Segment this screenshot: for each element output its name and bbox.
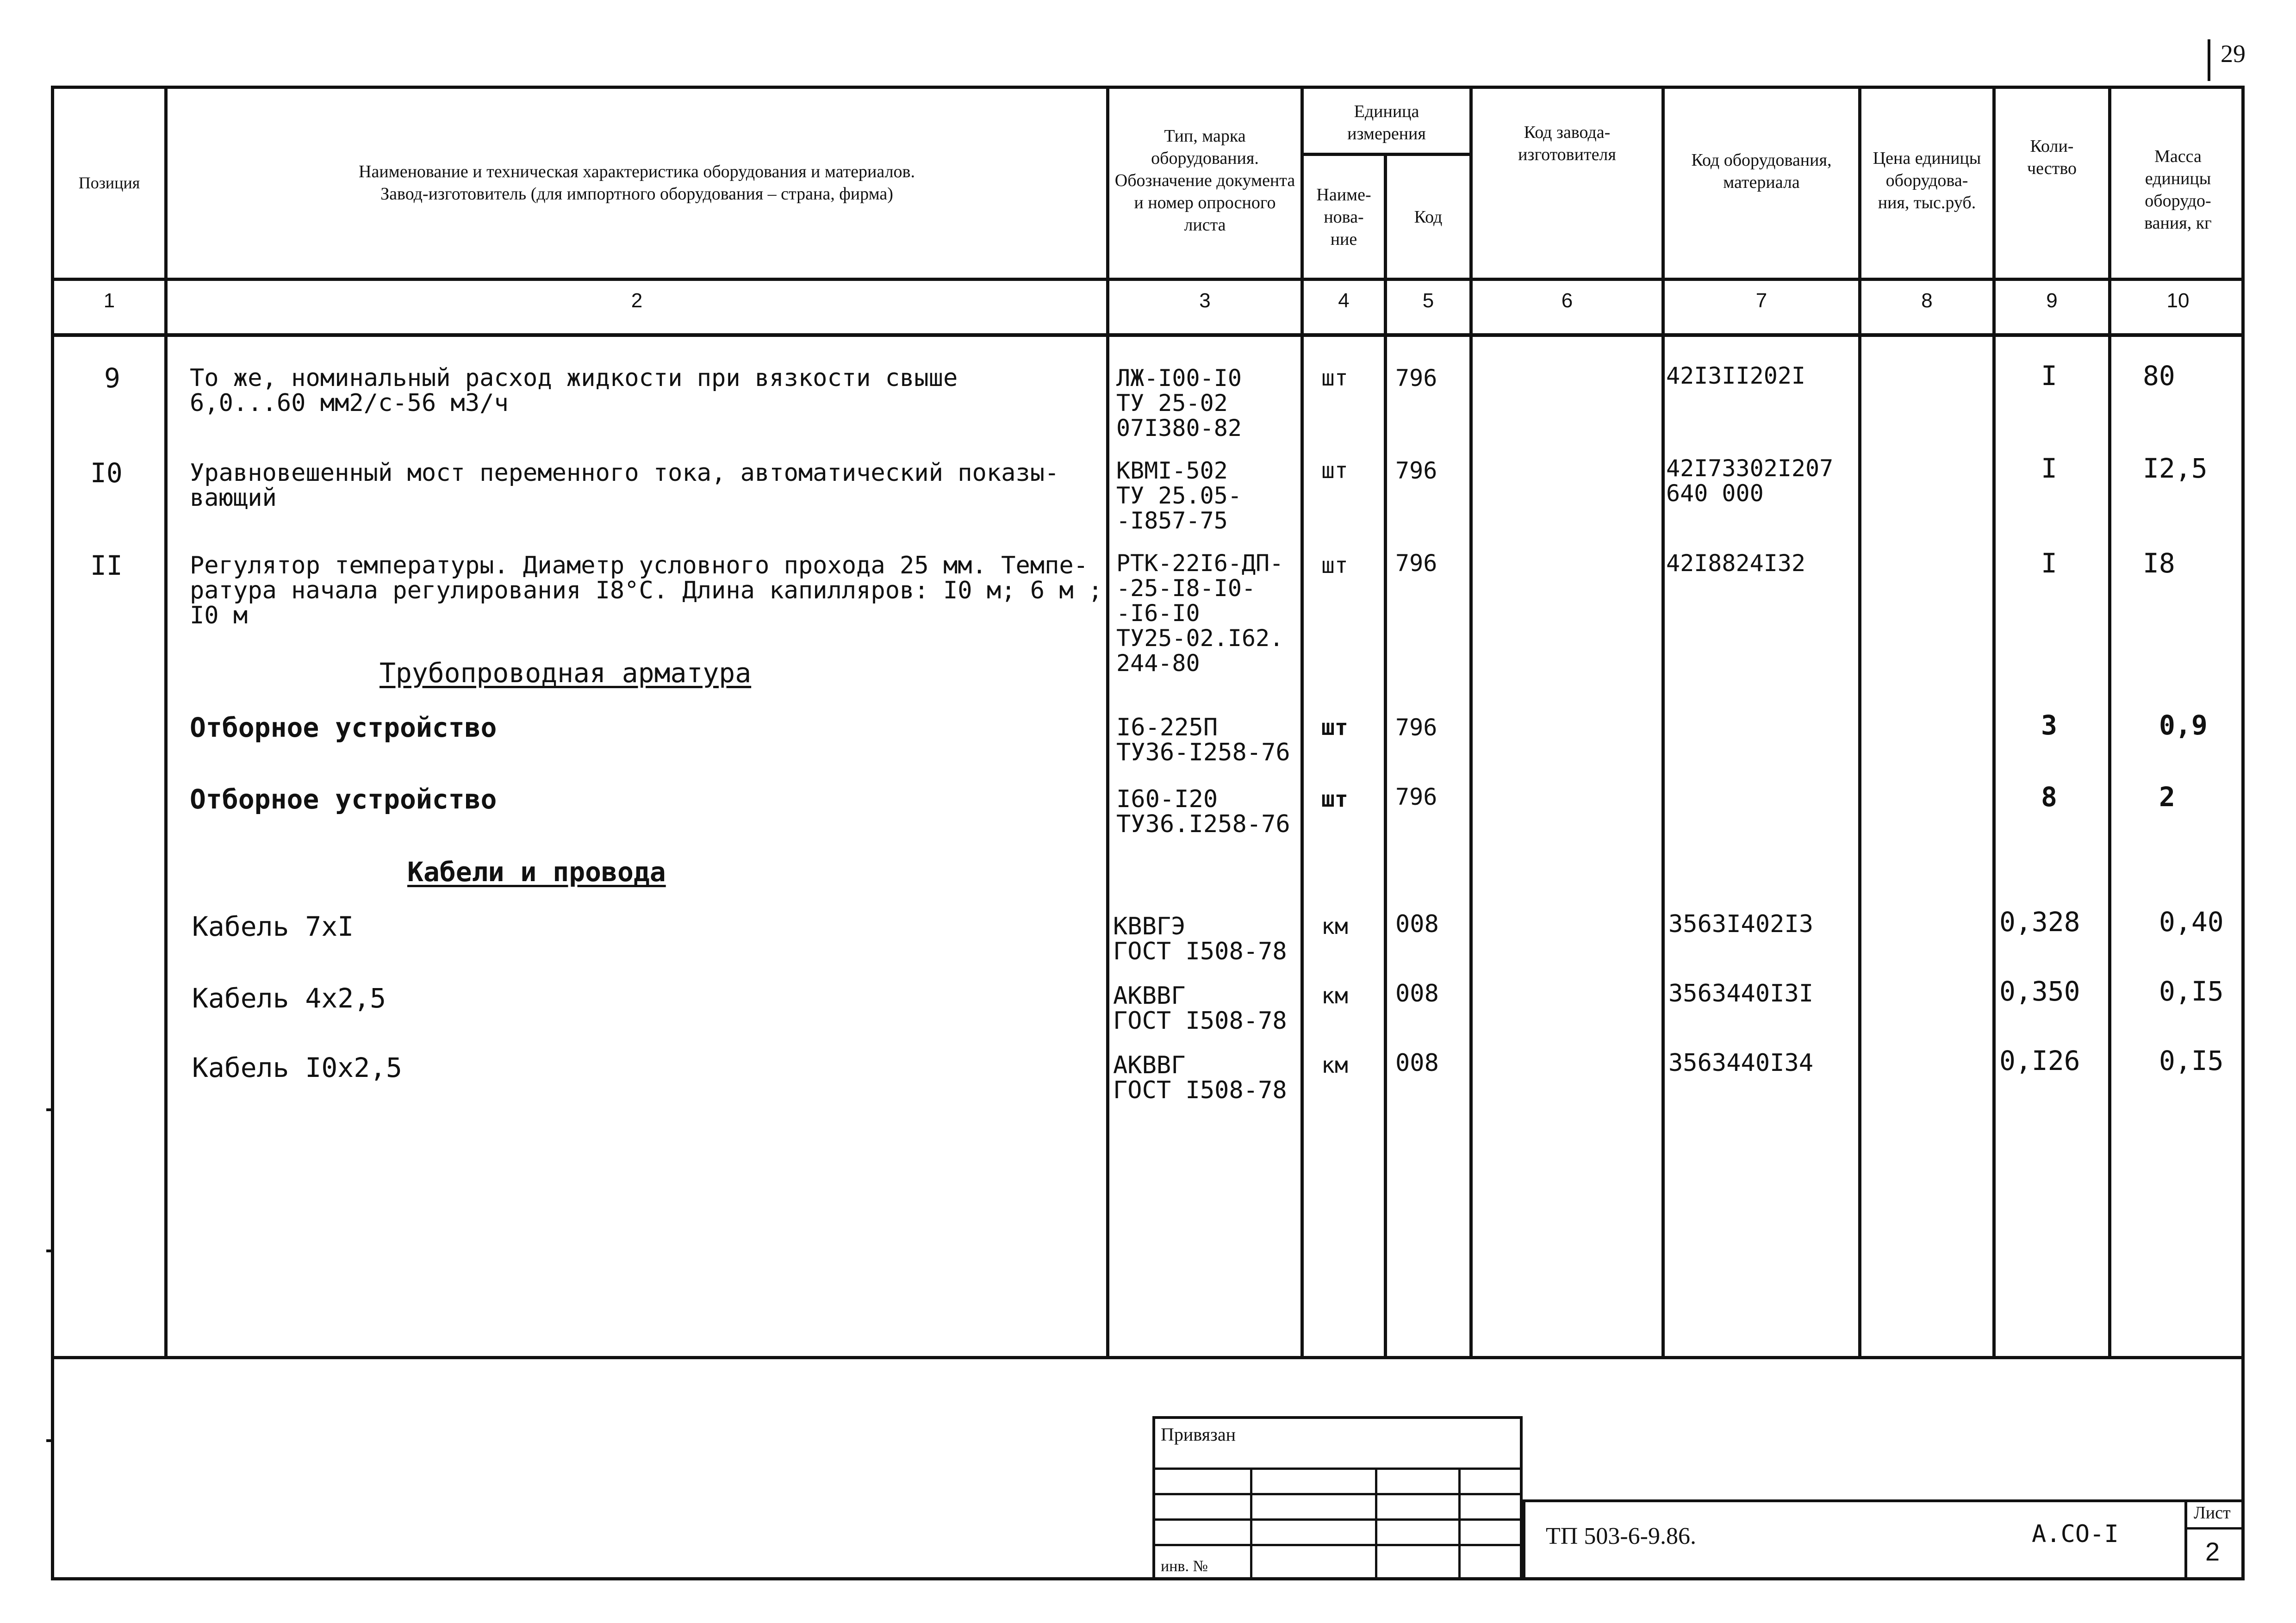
row-type: РТК-22I6-ДП- -25-I8-I0- -I6-I0 ТУ25-02.I62. 244-80 (1116, 550, 1284, 677)
row-unit-code: 796 (1395, 784, 1437, 810)
row-mass: 0,40 (2159, 906, 2224, 938)
row-position: I0 (90, 457, 123, 489)
column-number: 1 (103, 289, 115, 312)
row-name: Регулятор температуры. Диаметр условного прохода 25 мм. Темпе- ратура начала регулирования I8°С. Длина капилляров: I0 м; 6 м ; I0 м (190, 552, 1103, 629)
header-position: Позиция (78, 174, 140, 192)
header-plant-code: Код завода-изготовителя (1518, 123, 1616, 164)
section-heading-cables: Кабели и провода (407, 856, 666, 888)
row-type: I60-I20 ТУ36.I258-76 (1116, 785, 1290, 838)
col-divider (1858, 86, 1861, 1356)
row-name: То же, номинальный расход жидкости при вязкости свыше 6,0...60 мм2/с-56 м3/ч (190, 364, 958, 417)
row-unit-code: 796 (1395, 550, 1437, 577)
row-unit-code: 796 (1395, 714, 1437, 741)
header-unit-group: Единица измерения (1347, 102, 1426, 143)
row-mass: I8 (2143, 547, 2175, 579)
row-unit: км (1321, 914, 1348, 939)
header-mass: Масса единицы оборудо-вания, кг (2144, 147, 2212, 233)
header-type: Тип, марка оборудования. Обозначение документа и номер опросного листа (1114, 126, 1295, 235)
col-divider (2108, 86, 2111, 1356)
row-mass: 0,I5 (2159, 1045, 2224, 1076)
row-unit: км (1321, 983, 1348, 1009)
row-mass: 2 (2159, 781, 2175, 813)
row-position: 9 (104, 362, 120, 394)
row-equip-code: 3563I402I3 (1668, 910, 1814, 938)
page-number-box (2208, 39, 2263, 81)
header-name-line2: Завод-изготовитель (для импортного оборудования – страна, фирма) (380, 184, 893, 204)
stamp-divider (1250, 1468, 1252, 1579)
binding-stamp (1152, 1416, 1523, 1580)
stamp-divider (1375, 1468, 1377, 1579)
row-unit-code: 796 (1395, 457, 1437, 484)
row-type: КВМI-502 ТУ 25.05- -I857-75 (1116, 457, 1242, 534)
inventory-number-label: инв. № (1161, 1558, 1208, 1575)
row-position: II (90, 550, 123, 581)
column-number: 9 (2046, 289, 2058, 312)
margin-tick (46, 1250, 53, 1252)
unit-group-divider (1300, 153, 1473, 156)
margin-tick (46, 1108, 53, 1111)
row-unit-code: 008 (1395, 980, 1439, 1007)
row-quantity: 0,350 (1999, 976, 2080, 1007)
row-equip-code: 3563440I3I (1668, 980, 1814, 1007)
header-price: Цена единицы оборудова-ния, тыс.руб. (1873, 149, 1981, 212)
row-unit-code: 008 (1395, 910, 1439, 938)
stamp-line (1155, 1468, 1521, 1470)
sheet-box-line (2184, 1527, 2245, 1530)
row-name: Отборное устройство (190, 712, 497, 743)
row-quantity: I (2041, 360, 2057, 392)
row-name: Кабель 4х2,5 (192, 983, 386, 1014)
row-name: Отборное устройство (190, 784, 497, 815)
sheet-number: 2 (2205, 1537, 2220, 1566)
header-unit-name: Наиме-нова-ние (1316, 185, 1371, 249)
page-number: 29 (2221, 40, 2246, 68)
column-number: 7 (1755, 289, 1767, 312)
project-code: ТП 503-6-9.86. (1546, 1523, 1696, 1549)
row-mass: I2,5 (2143, 453, 2208, 484)
row-name: Кабель 7хI (192, 911, 354, 942)
row-mass: 0,9 (2159, 709, 2208, 741)
column-number: 5 (1422, 289, 1434, 312)
row-equip-code: 42I73302I207 640 000 (1666, 455, 1834, 507)
stamp-line (1155, 1544, 1521, 1546)
table-bottom-line (51, 1356, 2245, 1359)
row-quantity: 8 (2041, 781, 2057, 813)
row-type: КВВГЭ ГОСТ I508-78 (1113, 913, 1287, 965)
column-number: 8 (1921, 289, 1933, 312)
row-mass: 80 (2143, 360, 2175, 392)
row-quantity: 3 (2041, 709, 2057, 741)
stamp-line (1155, 1493, 1521, 1495)
row-quantity: I (2041, 547, 2057, 579)
row-unit: шт (1321, 458, 1348, 484)
column-number: 2 (631, 289, 643, 312)
frame-right-lower (2241, 1356, 2245, 1499)
header-bottom-line (51, 278, 2245, 281)
header-equip-code: Код оборудования, материала (1691, 150, 1832, 192)
row-mass: 0,I5 (2159, 976, 2224, 1007)
sheet-label: Лист (2194, 1503, 2231, 1523)
column-number: 6 (1561, 289, 1573, 312)
row-type: ЛЖ-I00-I0 ТУ 25-02 07I380-82 (1116, 365, 1242, 442)
row-unit-code: 796 (1395, 365, 1437, 392)
row-type: I6-225П ТУ36-I258-76 (1116, 714, 1290, 766)
col-divider (1106, 86, 1109, 1356)
stamp-line (1155, 1518, 1521, 1521)
row-quantity: I (2041, 453, 2057, 484)
row-name: Уравновешенный мост переменного тока, автоматический показы- вающий (190, 459, 1059, 512)
row-unit: шт (1321, 715, 1348, 740)
header-unit-code: Код (1414, 207, 1443, 227)
header-quantity: Коли-чество (2027, 137, 2077, 178)
section-heading-pipe: Трубопроводная арматура (380, 657, 752, 689)
row-type: АКВВГ ГОСТ I508-78 (1113, 982, 1287, 1035)
col-divider (1469, 86, 1473, 1356)
col-divider (1661, 86, 1665, 1356)
column-number-line (51, 333, 2245, 337)
row-unit: шт (1321, 786, 1348, 812)
col-divider (164, 86, 168, 1356)
row-type: АКВВГ ГОСТ I508-78 (1113, 1051, 1287, 1104)
margin-tick (46, 1439, 53, 1442)
col-divider (1300, 86, 1304, 1356)
binding-stamp-label: Привязан (1161, 1424, 1236, 1445)
row-quantity: 0,I26 (1999, 1045, 2080, 1076)
row-equip-code: 42I3II202I (1666, 362, 1806, 389)
row-quantity: 0,328 (1999, 906, 2080, 938)
row-equip-code: 3563440I34 (1668, 1049, 1814, 1077)
row-unit: шт (1321, 365, 1348, 391)
row-unit: км (1321, 1052, 1348, 1078)
col-divider (1992, 86, 1996, 1356)
row-name: Кабель I0х2,5 (192, 1052, 402, 1083)
document-code: А.СО-I (2032, 1520, 2119, 1548)
row-unit: шт (1321, 553, 1348, 578)
stamp-divider (1458, 1468, 1461, 1579)
column-number: 4 (1338, 289, 1350, 312)
header-name-line1: Наименование и техническая характеристика оборудования и материалов. (359, 162, 915, 181)
column-number: 3 (1199, 289, 1211, 312)
row-equip-code: 42I8824I32 (1666, 550, 1806, 577)
header-name (168, 88, 1106, 278)
row-unit-code: 008 (1395, 1049, 1439, 1077)
column-number: 10 (2166, 289, 2190, 312)
